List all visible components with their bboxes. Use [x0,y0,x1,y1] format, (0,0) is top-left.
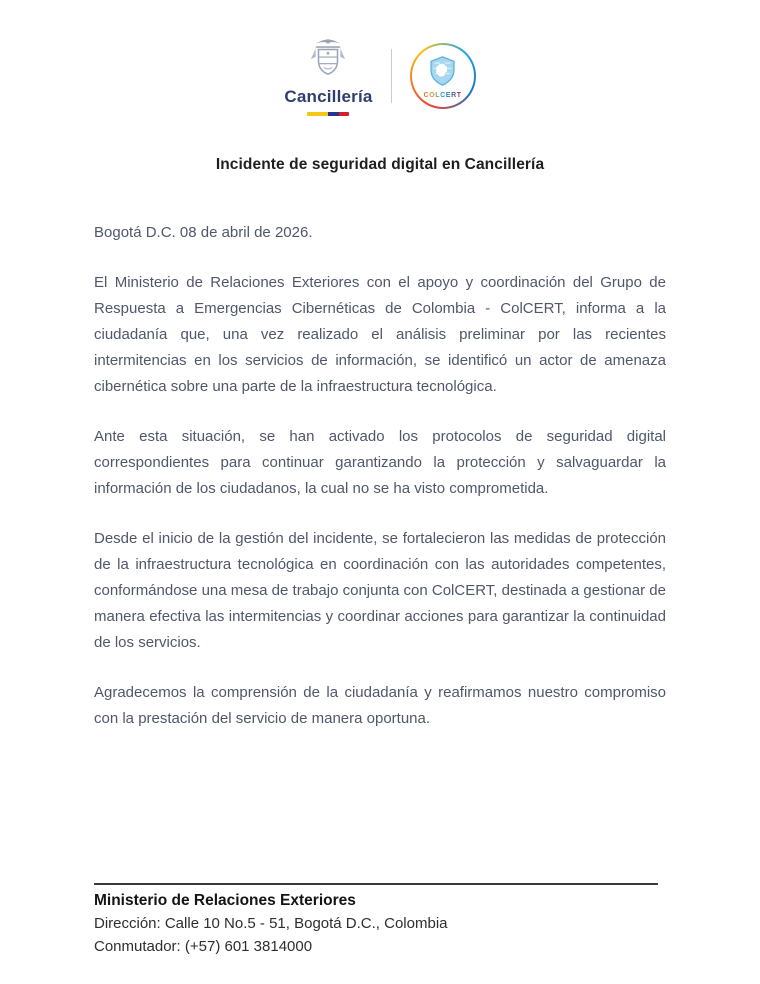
colombia-coat-of-arms-icon [309,36,347,85]
paragraph-protection-measures: Desde el inicio de la gestión del incidente, se fortalecieron las medidas de protección de la infraestructura tecnológica en coordinación con las autoridades competentes, conformándose una mesa de trabajo conjunta con ColCERT, destinada a gestionar de manera efectiva las intermitencias y coordinar acciones para garantizar la continuidad de los servicios. [94,529,666,651]
paragraph-protocols-activated: Ante esta situación, se han activado los protocolos de seguridad digital correspondientes para continuar garantizando la protección y salvaguardar la información de los ciudadanos, la cual no se ha visto comprometida. [94,427,666,497]
cancilleria-wordmark: Cancillería [284,87,373,106]
paragraph-incident-identification: El Ministerio de Relaciones Exteriores con el apoyo y coordinación del Grupo de Respuesta a Emergencias Cibernéticas de Colombia - ColCERT, informa a la ciudadanía que, una vez realizado el análisis preliminar por las recientes intermitencias en los servicios de información, se identificó un actor de amenaza cibernética sobre una parte de la infraestructura tecnológica. [94,273,666,395]
colcert-wordmark: COLCERT [423,91,462,99]
document-body [0,220,760,732]
date-line: Bogotá D.C. 08 de abril de 2026. [94,223,313,241]
colcert-shield-icon [429,56,456,91]
flag-yellow-segment [307,112,328,116]
logo-divider [391,49,392,103]
footer-address: Dirección: Calle 10 No.5 - 51, Bogotá D.C., Colombia [94,915,448,932]
document-title: Incidente de seguridad digital en Cancillería [215,155,545,173]
colcert-logo [410,43,476,109]
header-logos [0,0,760,116]
document-footer [94,883,660,958]
cancilleria-logo [284,36,372,116]
footer-phone: Conmutador: (+57) 601 3814000 [94,938,313,955]
colombia-flag-bar [307,112,349,116]
footer-divider [94,883,658,885]
footer-organization: Ministerio de Relaciones Exteriores [94,892,356,909]
colcert-logo-inner [412,45,474,107]
flag-red-segment [339,112,350,116]
paragraph-closing-commitment: Agradecemos la comprensión de la ciudadanía y reafirmamos nuestro compromiso con la prestación del servicio de manera oportuna. [94,683,666,727]
flag-blue-segment [328,112,339,116]
